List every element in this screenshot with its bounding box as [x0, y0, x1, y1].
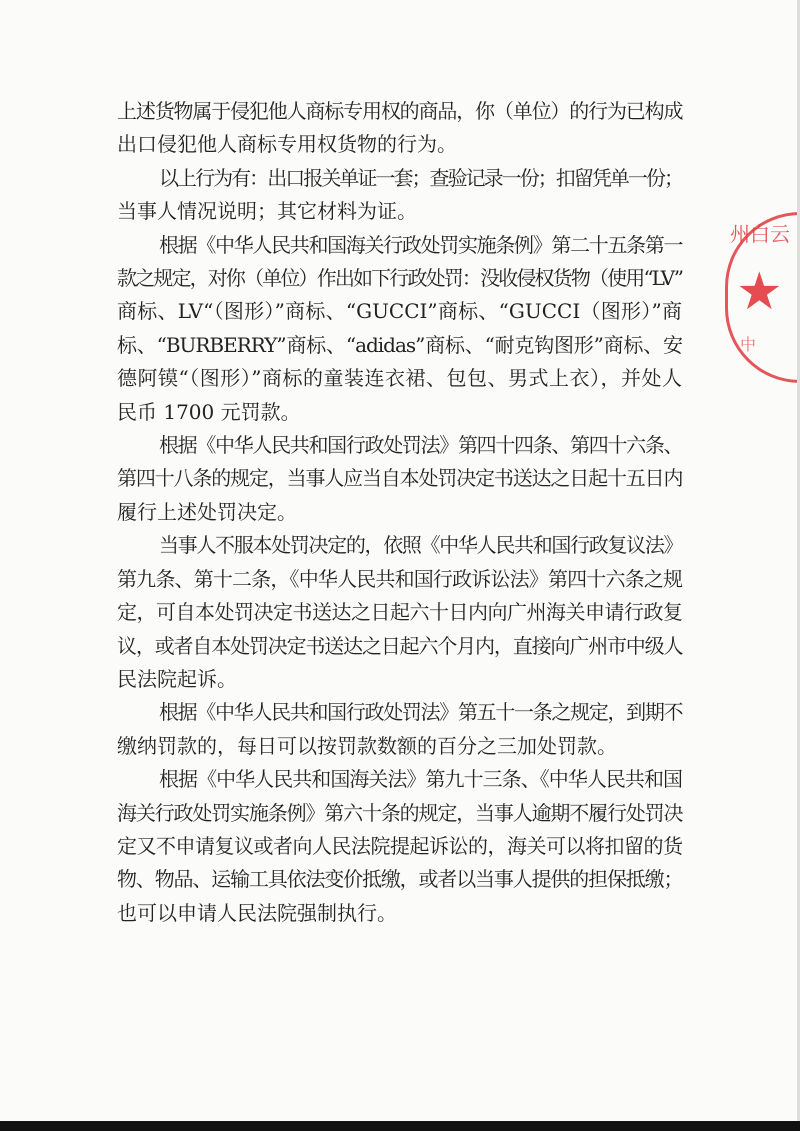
text-line: 也可以申请人民法院强制执行。 [117, 900, 397, 925]
text-line: 上述货物属于侵犯他人商标专用权的商品，你（单位）的行为已构成 [117, 99, 682, 123]
paragraph [117, 95, 682, 162]
document-body [117, 95, 682, 930]
text-line: 根据《中华人民共和国海关法》第九十三条、《中华人民共和国 [159, 767, 682, 792]
text-line: 第四十八条的规定，当事人应当自本处罚决定书送达之日起十五日内 [117, 466, 682, 491]
text-line: 缴纳罚款的，每日可以按罚款数额的百分之三加处罚款。 [117, 733, 617, 758]
text-line: 定又不申请复议或者向人民法院提起诉讼的，海关可以将扣留的货 [117, 833, 682, 858]
paragraph [117, 229, 682, 429]
paragraph [117, 529, 682, 696]
seal-text-bottom: 中 [740, 335, 757, 354]
scan-border [0, 1121, 800, 1131]
text-line: 以上行为有：出口报关单证一套；查验记录一份；扣留凭单一份； [159, 165, 682, 190]
text-line: 海关行政处罚实施条例》第六十条的规定，当事人逾期不履行处罚决 [117, 800, 682, 825]
text-line: 民法院起诉。 [117, 666, 237, 691]
seal-star-icon: ★ [736, 262, 783, 322]
seal-text: 州白云 [730, 222, 790, 246]
text-line: 标、“BURBERRY”商标、“adidas”商标、“耐克钩图形”商标、安 [117, 332, 682, 357]
text-line: 商标、LV“（图形）”商标、“GUCCI”商标、“GUCCI（图形）”商 [117, 299, 682, 324]
text-line: 物、物品、运输工具依法变价抵缴，或者以当事人提供的担保抵缴； [117, 867, 682, 892]
text-line: 根据《中华人民共和国行政处罚法》第五十一条之规定，到期不 [159, 700, 682, 725]
text-line: 当事人不服本处罚决定的，依照《中华人民共和国行政复议法》 [159, 533, 682, 558]
text-line: 第九条、第十二条，《中华人民共和国行政诉讼法》第四十六条之规 [117, 566, 682, 591]
text-line: 根据《中华人民共和国海关行政处罚实施条例》第二十五条第一 [159, 232, 682, 257]
text-line: 议，或者自本处罚决定书送达之日起六个月内，直接向广州市中级人 [117, 633, 682, 658]
text-line: 出口侵犯他人商标专用权货物的行为。 [117, 132, 457, 157]
text-line: 根据《中华人民共和国行政处罚法》第四十四条、第四十六条、 [159, 433, 682, 458]
text-line: 德阿镆“（图形）”商标的童装连衣裙、包包、男式上衣），并处人 [117, 366, 682, 391]
text-line: 履行上述处罚决定。 [117, 499, 297, 524]
text-line: 当事人情况说明；其它材料为证。 [117, 199, 417, 224]
paragraph [117, 763, 682, 930]
paragraph [117, 696, 682, 763]
text-line: 定，可自本处罚决定书送达之日起六十日内向广州海关申请行政复 [117, 600, 682, 625]
paragraph [117, 162, 682, 229]
text-line: 民币 1700 元罚款。 [117, 399, 301, 424]
paragraph [117, 429, 682, 529]
text-line: 款之规定，对你（单位）作出如下行政处罚：没收侵权货物（使用“LV” [117, 266, 682, 291]
